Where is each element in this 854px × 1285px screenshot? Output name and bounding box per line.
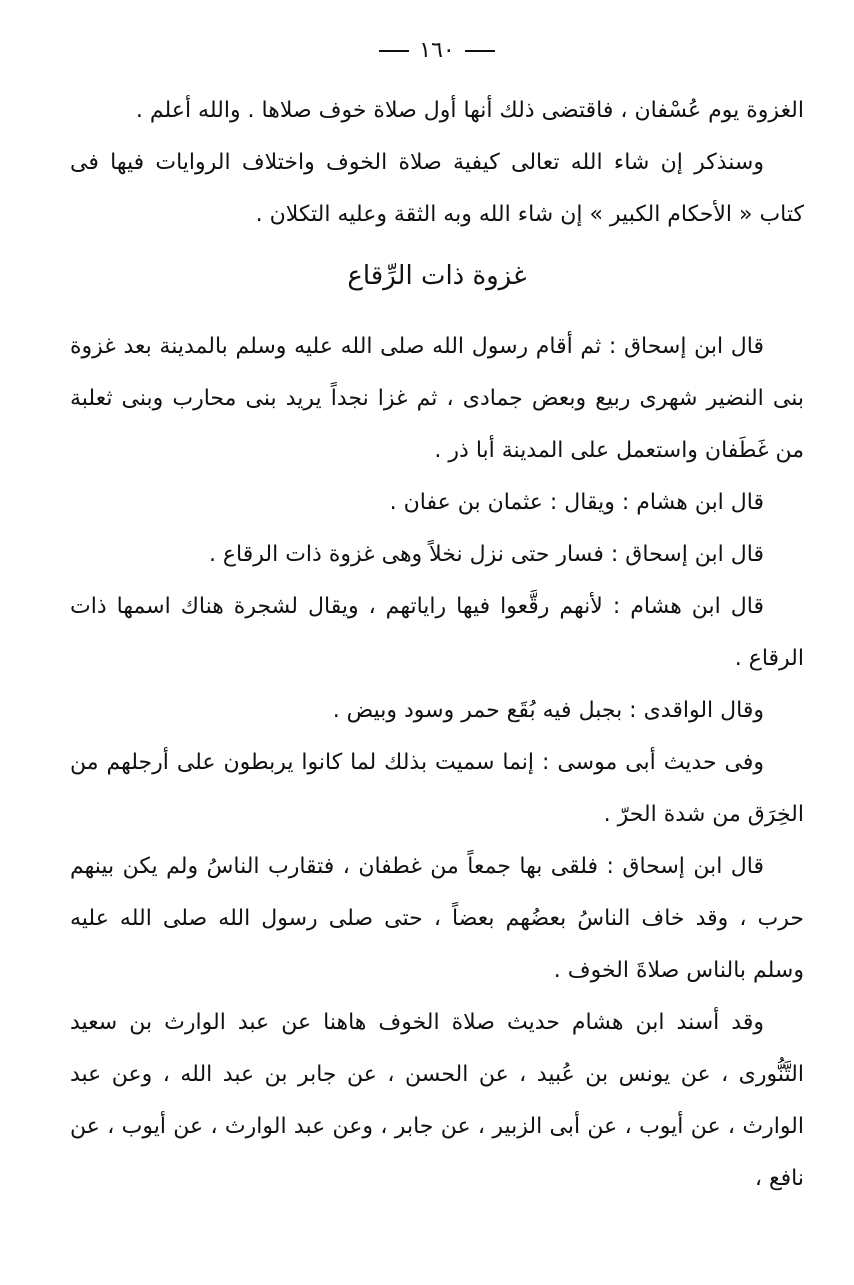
paragraph-body-7: قال ابن إسحاق : فلقى بها جمعاً من غطفان ، فتقارب الناسُ ولم يكن بينهم حرب ، وقد خاف الناسُ بعضُهم بعضاً ، حتى صلى رسول الله صلى الله عليه وسلم بالناس صلاةَ الخوف .	[70, 854, 804, 983]
dash-left	[465, 50, 495, 52]
paragraph-top-2: وسنذكر إن شاء الله تعالى كيفية صلاة الخوف واختلاف الروايات فيها فى كتاب « الأحكام الكبير » إن شاء الله وبه الثقة وعليه التكلان .	[70, 150, 804, 227]
paragraph-body-3: قال ابن إسحاق : فسار حتى نزل نخلاً وهى غزوة ذات الرقاع .	[208, 542, 764, 567]
paragraph-body-1: قال ابن إسحاق : ثم أقام رسول الله صلى الله عليه وسلم بالمدينة بعد غزوة بنى النضير شهرى ربيع وبعض جمادى ، ثم غزا نجداً يريد بنى محارب وبنى ثعلبة من غَطَفان واستعمل على المدينة أبا ذر .	[70, 334, 804, 463]
book-page	[70, 30, 804, 1245]
paragraph-body-2: قال ابن هشام : ويقال : عثمان بن عفان .	[389, 490, 764, 515]
dash-right	[379, 50, 409, 52]
page-number: ١٦٠	[419, 38, 455, 63]
page-number-line	[70, 38, 804, 63]
section-heading: غزوة ذات الرِّقاع	[347, 261, 527, 291]
paragraph-body-5: وقال الواقدى : بجبل فيه بُقَع حمر وسود وبيض .	[332, 698, 764, 723]
paragraph-top-1: الغزوة يوم عُسْفان ، فاقتضى ذلك أنها أول صلاة خوف صلاها . والله أعلم .	[135, 98, 804, 123]
paragraph-body-8: وقد أسند ابن هشام حديث صلاة الخوف هاهنا عن عبد الوارث بن سعيد التَّنُّورى ، عن يونس بن عُبيد ، عن الحسن ، عن جابر بن عبد الله ، وعن عبد الوارث ، عن أيوب ، عن أبى الزبير ، عن جابر ، وعن عبد الوارث ، عن أيوب ، عن نافع ،	[70, 1010, 804, 1191]
paragraph-body-4: قال ابن هشام : لأنهم رقَّعوا فيها راياتهم ، ويقال لشجرة هناك اسمها ذات الرقاع .	[70, 594, 804, 671]
paragraph-body-6: وفى حديث أبى موسى : إنما سميت بذلك لما كانوا يربطون على أرجلهم من الخِرَق من شدة الحرّ .	[70, 750, 804, 827]
